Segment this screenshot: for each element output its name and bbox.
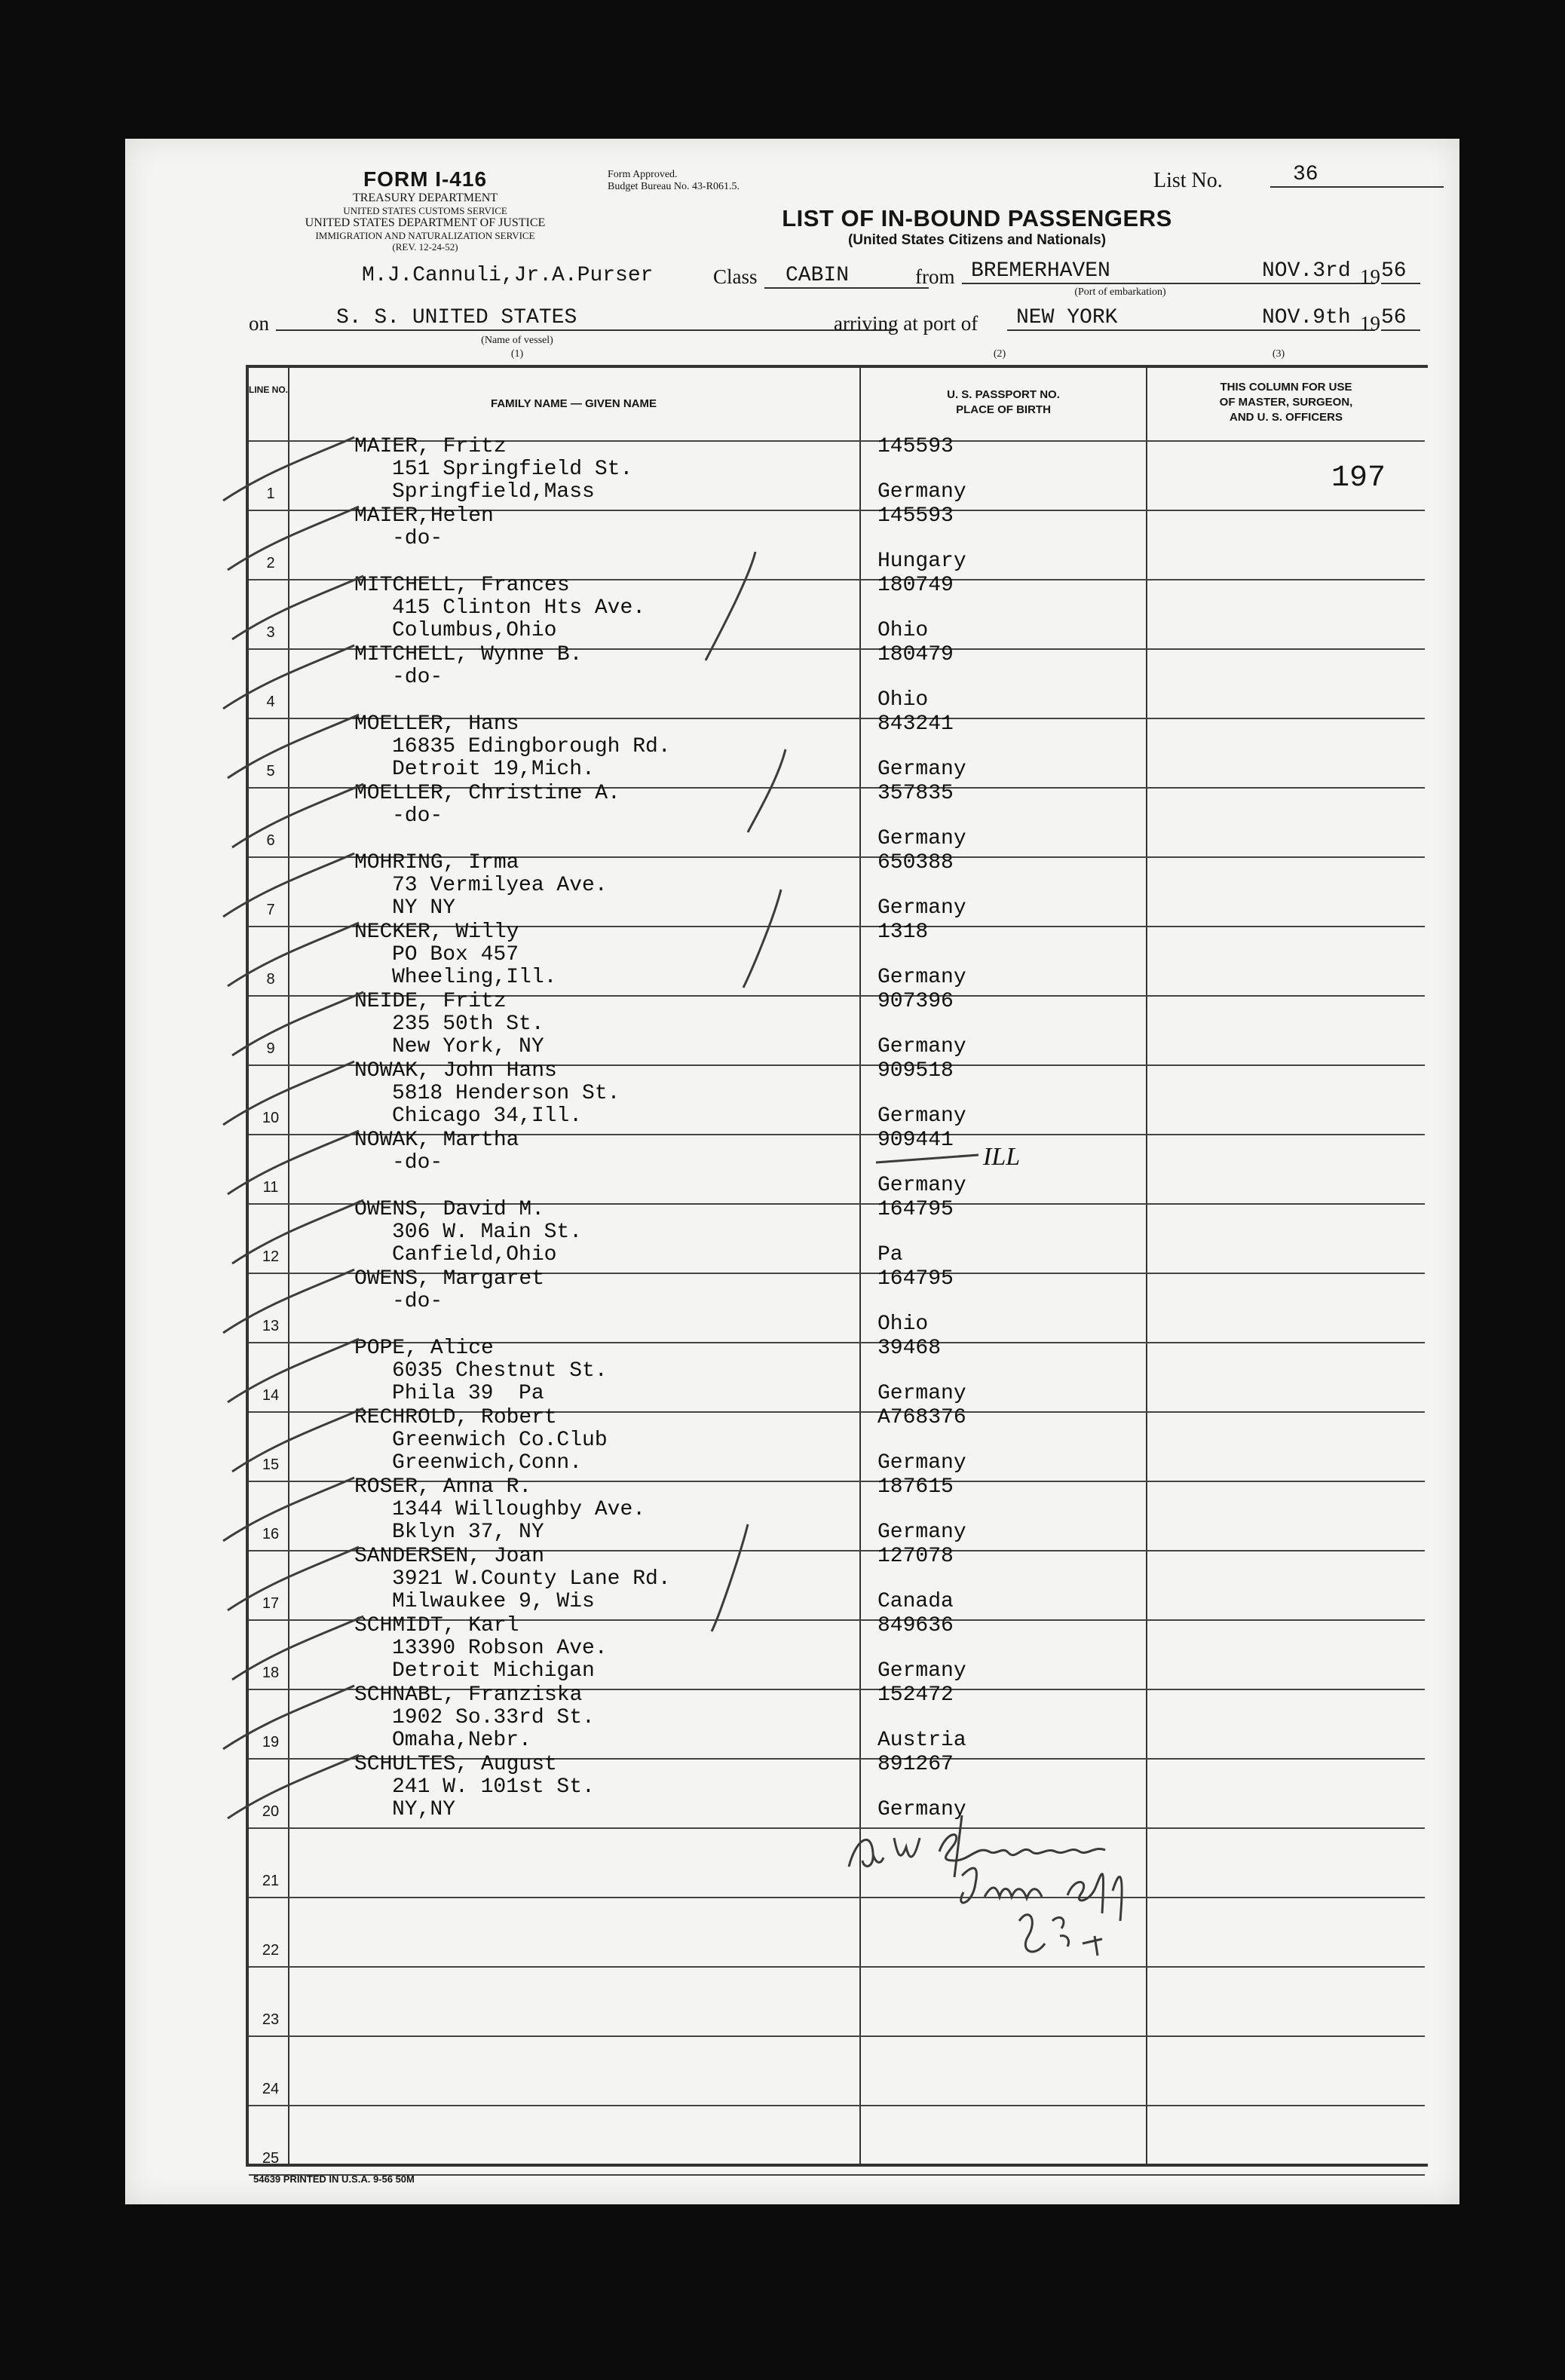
passenger-address-line1: 16835 Edingborough Rd.	[392, 735, 671, 758]
passport-number: A768376	[877, 1406, 966, 1429]
check-mark	[223, 645, 354, 709]
form-number: FORM I-416	[363, 167, 488, 191]
check-mark	[228, 1131, 359, 1194]
place-of-birth: Germany	[877, 896, 966, 920]
check-mark	[228, 1755, 359, 1818]
passenger-address-line1: PO Box 457	[392, 943, 519, 966]
passenger-address-line1: 415 Clinton Hts Ave.	[392, 596, 646, 620]
passenger-name: OWENS, David M.	[354, 1198, 545, 1221]
passenger-name: SCHNABL, Franziska	[354, 1683, 583, 1707]
passenger-address-line1: 1344 Willoughby Ave.	[392, 1498, 646, 1521]
check-mark	[223, 1478, 354, 1541]
line-number: 14	[262, 1387, 280, 1404]
class-value: CABIN	[764, 264, 929, 289]
passenger-name: SANDERSEN, Joan	[354, 1545, 545, 1568]
passport-number: 1318	[877, 920, 929, 944]
strike-through	[876, 1155, 979, 1162]
passenger-address-line2: NY,NY	[392, 1798, 456, 1821]
passenger-address-line1: 241 W. 101st St.	[392, 1775, 595, 1799]
place-of-birth: Germany	[877, 1104, 966, 1128]
class-label: Class	[713, 265, 758, 288]
customs-service: UNITED STATES CUSTOMS SERVICE	[343, 205, 507, 216]
passenger-address-line1: -do-	[392, 1290, 443, 1313]
header-officers-line3: AND U. S. OFFICERS	[1229, 411, 1343, 424]
line-number: 24	[262, 2081, 280, 2097]
passport-number: 849636	[877, 1614, 954, 1637]
place-of-birth: Germany	[877, 1659, 966, 1683]
approval-line-2: Budget Bureau No. 43-R061.5.	[608, 181, 740, 192]
check-mark	[232, 784, 363, 847]
place-of-birth: Germany	[877, 1521, 966, 1544]
passport-number: 187615	[877, 1475, 954, 1499]
header-line-no: LINE NO.	[249, 384, 289, 395]
line-number: 6	[266, 832, 275, 849]
passenger-address-line1: 235 50th St.	[392, 1012, 544, 1036]
embarkation-port: BREMERHAVEN	[962, 259, 1250, 284]
place-of-birth: Germany	[877, 1174, 966, 1197]
passenger-name: RECHROLD, Robert	[354, 1406, 557, 1429]
passport-number: 891267	[877, 1753, 954, 1776]
place-of-birth: Ohio	[877, 619, 929, 642]
place-of-birth: Germany	[877, 827, 966, 850]
place-of-birth: Germany	[877, 758, 966, 781]
column-3-number: (3)	[1272, 348, 1285, 360]
passport-number: 145593	[877, 435, 954, 458]
passenger-address-line2: NY NY	[392, 896, 456, 920]
passenger-address-line1: 13390 Robson Ave.	[392, 1637, 608, 1660]
form-title: LIST OF IN-BOUND PASSENGERS	[782, 205, 1172, 231]
family-bracket-stroke	[748, 749, 786, 832]
header-passport-line1: U. S. PASSPORT NO.	[947, 388, 1060, 401]
check-mark	[223, 1686, 354, 1749]
line-number: 4	[266, 694, 275, 710]
vessel-caption: (Name of vessel)	[481, 335, 553, 346]
passenger-name: NOWAK, Martha	[354, 1129, 519, 1152]
passenger-address-line2: Columbus,Ohio	[392, 619, 557, 642]
check-mark	[232, 1200, 363, 1264]
passenger-address-line1: Greenwich Co.Club	[392, 1429, 608, 1452]
line-number: 10	[262, 1110, 280, 1126]
list-number-value: 36	[1270, 163, 1444, 188]
line-number: 12	[262, 1248, 280, 1265]
passenger-address-line1: 73 Vermilyea Ave.	[392, 874, 608, 897]
treasury-department: TREASURY DEPARTMENT	[352, 191, 498, 204]
place-of-birth: Austria	[877, 1729, 966, 1752]
passenger-address-line1: 151 Springfield St.	[392, 458, 633, 481]
line-number: 9	[266, 1040, 275, 1057]
header-passport-line2: PLACE OF BIRTH	[956, 403, 1051, 416]
passenger-address-line2: Chicago 34,Ill.	[392, 1104, 583, 1128]
place-of-birth: Germany	[877, 966, 966, 989]
place-of-birth: Germany	[877, 1035, 966, 1058]
passenger-name: MAIER,Helen	[354, 504, 494, 528]
check-mark	[232, 1616, 363, 1680]
column-2-number: (2)	[993, 348, 1006, 360]
illness-annotation: ILL	[983, 1143, 1021, 1171]
family-bracket-stroke	[706, 552, 755, 660]
passport-number: 907396	[877, 990, 954, 1013]
arrival-port: NEW YORK	[1007, 306, 1250, 331]
approval-line-1: Form Approved.	[608, 169, 678, 180]
line-number: 18	[262, 1665, 280, 1681]
passport-number: 164795	[877, 1267, 954, 1291]
passenger-address-line1: 6035 Chestnut St.	[392, 1359, 608, 1383]
passenger-name: MAIER, Fritz	[354, 435, 507, 458]
passenger-name: MITCHELL, Frances	[354, 574, 570, 597]
passport-number: 39468	[877, 1337, 942, 1360]
passenger-address-line2: Detroit 19,Mich.	[392, 758, 595, 781]
place-of-birth: Germany	[877, 480, 966, 504]
check-mark	[223, 853, 354, 917]
print-code: 54639 PRINTED IN U.S.A. 9-56 50M	[253, 2173, 415, 2185]
passenger-name: MOELLER, Christine A.	[354, 782, 620, 805]
passenger-address-line2: Greenwich,Conn.	[392, 1451, 583, 1475]
passenger-name: NEIDE, Fritz	[354, 990, 507, 1013]
departure-year: 56	[1381, 259, 1420, 284]
header-officers-line1: THIS COLUMN FOR USE	[1220, 381, 1352, 394]
check-mark	[228, 715, 359, 778]
line-number: 16	[262, 1526, 280, 1542]
passenger-name: OWENS, Margaret	[354, 1267, 545, 1291]
line-number: 8	[266, 971, 275, 988]
line-number: 25	[262, 2150, 280, 2167]
header-family-name: FAMILY NAME — GIVEN NAME	[490, 397, 657, 410]
line-number: 23	[262, 2011, 280, 2028]
departure-year-prefix: 19	[1360, 265, 1380, 288]
line-number: 5	[266, 763, 275, 780]
line-number: 3	[266, 624, 275, 641]
passenger-name: SCHMIDT, Karl	[354, 1614, 519, 1637]
check-mark	[232, 1408, 363, 1472]
from-label: from	[915, 265, 955, 288]
line-number: 19	[262, 1734, 280, 1751]
check-mark	[228, 507, 359, 570]
line-number: 7	[266, 902, 275, 918]
officer-signature	[841, 1808, 1203, 2004]
line-number: 13	[262, 1318, 280, 1334]
passenger-address-line2: Canfield,Ohio	[392, 1243, 557, 1267]
passport-number: 650388	[877, 851, 954, 875]
passenger-address-line2: New York, NY	[392, 1035, 544, 1058]
passport-number: 909518	[877, 1059, 954, 1083]
passenger-address-line1: 5818 Henderson St.	[392, 1082, 620, 1105]
passenger-name: SCHULTES, August	[354, 1753, 557, 1776]
line-number: 21	[262, 1873, 280, 1889]
passport-number: 145593	[877, 504, 954, 528]
manifest-page	[125, 139, 1459, 2204]
passenger-address-line2: Wheeling,Ill.	[392, 966, 557, 989]
place-of-birth: Pa	[877, 1243, 903, 1267]
passenger-name: MITCHELL, Wynne B.	[354, 643, 583, 666]
justice-department: UNITED STATES DEPARTMENT OF JUSTICE	[305, 216, 546, 229]
check-mark	[228, 923, 359, 986]
check-mark	[223, 1270, 354, 1333]
passport-number: 843241	[877, 712, 954, 736]
immigration-service: IMMIGRATION AND NATURALIZATION SERVICE	[315, 230, 535, 241]
passenger-address-line1: 1902 So.33rd St.	[392, 1706, 595, 1729]
line-number: 17	[262, 1595, 280, 1612]
line-number: 20	[262, 1803, 280, 1820]
place-of-birth: Germany	[877, 1451, 966, 1475]
passenger-address-line2: Detroit Michigan	[392, 1659, 595, 1683]
check-marks	[125, 139, 1459, 2204]
passenger-address-line1: 306 W. Main St.	[392, 1221, 583, 1244]
check-mark	[228, 1547, 359, 1610]
check-mark	[232, 992, 363, 1055]
place-of-birth: Ohio	[877, 1313, 929, 1336]
line-number: 1	[266, 485, 275, 502]
check-mark	[228, 1339, 359, 1402]
vessel-name: S. S. UNITED STATES	[276, 306, 894, 331]
passport-number: 152472	[877, 1683, 954, 1707]
family-bracket-stroke	[712, 1524, 748, 1631]
departure-date: NOV.3rd	[1248, 259, 1375, 284]
passport-number: 357835	[877, 782, 954, 805]
place-of-birth: Canada	[877, 1590, 954, 1613]
passenger-address-line1: -do-	[392, 666, 443, 689]
arrival-year: 56	[1381, 306, 1420, 331]
passenger-address-line2: Springfield,Mass	[392, 480, 595, 504]
line-number: 2	[266, 555, 275, 571]
passport-number: 180749	[877, 574, 954, 597]
passport-number: 164795	[877, 1198, 954, 1221]
passport-number: 127078	[877, 1545, 954, 1568]
passenger-name: ROSER, Anna R.	[354, 1475, 532, 1499]
arriving-label: arriving at port of	[834, 312, 979, 335]
passenger-address-line1: 3921 W.County Lane Rd.	[392, 1567, 671, 1591]
check-mark	[223, 437, 354, 501]
on-label: on	[249, 312, 269, 335]
passport-number: 909441	[877, 1129, 954, 1152]
passenger-name: MOELLER, Hans	[354, 712, 519, 736]
line-number: 15	[262, 1456, 280, 1473]
passenger-address-line2: Milwaukee 9, Wis	[392, 1590, 595, 1613]
officer-note: 197	[1331, 461, 1386, 495]
passenger-address-line1: -do-	[392, 804, 443, 828]
passenger-name: NECKER, Willy	[354, 920, 519, 944]
place-of-birth: Germany	[877, 1798, 966, 1821]
place-of-birth: Germany	[877, 1382, 966, 1405]
list-number-label: List No.	[1153, 169, 1223, 192]
passenger-name: MOHRING, Irma	[354, 851, 519, 875]
line-number: 11	[262, 1179, 279, 1196]
header-officers-line2: OF MASTER, SURGEON,	[1219, 396, 1353, 409]
port-caption: (Port of embarkation)	[1074, 286, 1166, 298]
check-mark	[232, 576, 363, 639]
passenger-name: POPE, Alice	[354, 1337, 494, 1360]
passenger-address-line2: Phila 39 Pa	[392, 1382, 544, 1405]
form-revision: (REV. 12-24-52)	[392, 241, 458, 253]
passenger-address-line1: -do-	[392, 1151, 443, 1175]
line-number: 22	[262, 1942, 280, 1959]
check-mark	[223, 1061, 354, 1125]
purser-name: M.J.Cannuli,Jr.A.Purser	[362, 264, 654, 287]
vessel-caption-number: (1)	[510, 348, 524, 360]
form-subtitle: (United States Citizens and Nationals)	[847, 232, 1107, 248]
passenger-address-line2: Omaha,Nebr.	[392, 1729, 531, 1752]
arrival-year-prefix: 19	[1360, 312, 1380, 335]
passport-number: 180479	[877, 643, 954, 666]
place-of-birth: Ohio	[877, 688, 929, 712]
passenger-address-line1: -do-	[392, 527, 443, 550]
family-bracket-stroke	[743, 890, 781, 988]
arrival-date: NOV.9th	[1248, 306, 1375, 331]
place-of-birth: Hungary	[877, 550, 966, 573]
passenger-address-line2: Bklyn 37, NY	[392, 1521, 544, 1544]
passenger-name: NOWAK, John Hans	[354, 1059, 557, 1083]
